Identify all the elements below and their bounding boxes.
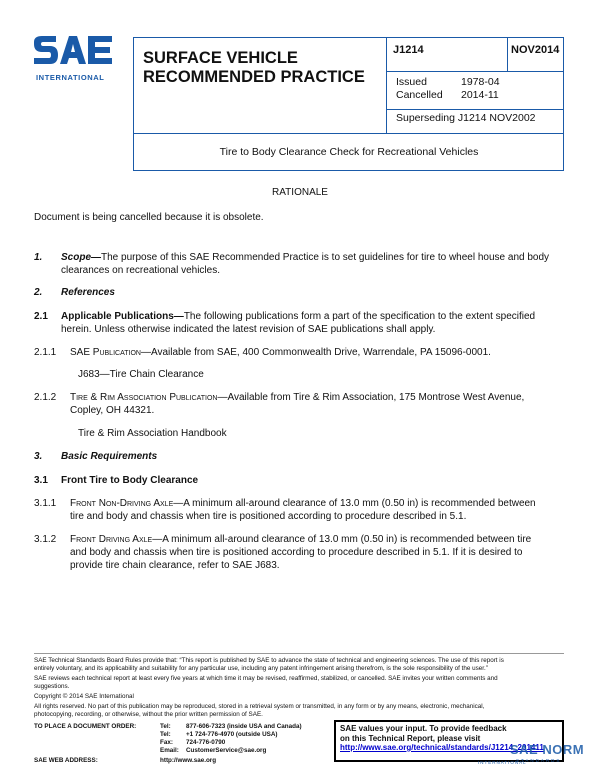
s311-num: 3.1.1 xyxy=(34,498,57,509)
order-label: TO PLACE A DOCUMENT ORDER: xyxy=(34,723,137,730)
document-title: Tire to Body Clearance Check for Recreational Vehicles xyxy=(219,146,479,158)
web-label: SAE WEB ADDRESS: xyxy=(34,757,98,764)
s1-line-a: Scope—The purpose of this SAE Recommended Practice is to set guidelines for tire to wheel house and body xyxy=(61,252,550,263)
s211-line: SAE Publication—Available from SAE, 400 Commonwealth Drive, Warrendale, PA 15096-0001. xyxy=(70,347,491,358)
superseding: Superseding J1214 NOV2002 xyxy=(396,112,536,124)
feedback-line-b: on this Technical Report, please visit xyxy=(340,733,481,743)
s312-line-a: Front Driving Axle—A minimum all-around clearance of 13.0 mm (0.50 in) is recommended between tire xyxy=(70,534,532,545)
s3-head: Basic Requirements xyxy=(61,451,158,462)
s31-num: 3.1 xyxy=(34,475,48,486)
rationale-heading: RATIONALE xyxy=(272,187,328,198)
s212-line-b: Copley, OH 44321. xyxy=(70,405,155,416)
cancelled-label: Cancelled xyxy=(396,89,443,101)
s3-num: 3. xyxy=(34,451,43,462)
s21-num: 2.1 xyxy=(34,311,48,322)
s2-head: References xyxy=(61,287,115,298)
feedback-line-a: SAE values your input. To provide feedback xyxy=(340,724,507,733)
sae-norm-watermark: SAE NORM xyxy=(510,742,585,757)
s1-line-b: clearances on recreational vehicles. xyxy=(61,265,220,276)
footer-p3b: photocopying, recording, or otherwise, without the prior written permission of SAE. xyxy=(34,711,263,718)
document-type: SURFACE VEHICLE RECOMMENDED PRACTICE xyxy=(143,49,365,86)
s21-line-b: herein. Unless otherwise indicated the latest revision of SAE publications shall apply. xyxy=(61,324,436,335)
s1-num: 1. xyxy=(34,252,43,263)
feedback-link[interactable]: http://www.sae.org/technical/standards/J1214_201411 xyxy=(340,743,544,752)
s212-line-a: Tire & Rim Association Publication—Available from Tire & Rim Association, 175 Montrose West Avenue, xyxy=(70,392,525,403)
rationale-text: Document is being cancelled because it is obsolete. xyxy=(34,212,264,223)
footer-p2b: suggestions. xyxy=(34,683,70,690)
sae-norm-subtext: STANDARDS xyxy=(516,758,562,763)
footer-p2a: SAE reviews each technical report at least every five years at which time it may be revised, reaffirmed, stabilized, or cancelled. SAE invites your written comments and xyxy=(34,675,498,682)
s312-num: 3.1.2 xyxy=(34,534,57,545)
email-value[interactable]: CustomerService@sae.org xyxy=(186,747,267,754)
s212-num: 2.1.2 xyxy=(34,392,57,403)
s212-item: Tire & Rim Association Handbook xyxy=(78,428,227,439)
issued-value: 1978-04 xyxy=(461,76,500,88)
fax-value: 724-776-0790 xyxy=(186,739,226,746)
tel2-value[interactable]: +1 724-776-4970 (outside USA) xyxy=(186,731,278,738)
email-label: Email: xyxy=(160,747,179,754)
s211-num: 2.1.1 xyxy=(34,347,57,358)
s31-head: Front Tire to Body Clearance xyxy=(61,475,199,486)
document-date: NOV2014 xyxy=(511,44,560,56)
footer-p1b: entirely voluntary, and its applicability and suitability for any particular use, including any patent infringement arising therefrom, is the sole responsibility of the user.” xyxy=(34,665,488,672)
footer-p3a: All rights reserved. No part of this publication may be reproduced, stored in a retrieval system or transmitted, in any form or by any means, electronic, mechanical, xyxy=(34,703,485,710)
intl-watermark: INTERNATIONAL xyxy=(478,760,527,765)
s312-line-b: and body and chassis when tire is positioned according to procedure described in 5.1. If it is desired to xyxy=(70,547,523,558)
fax-label: Fax: xyxy=(160,739,173,746)
tel-label: Tel: xyxy=(160,723,171,730)
s311-line-b: tire and body and chassis when tire is positioned according to procedure described in 5.1. xyxy=(70,511,467,522)
footer-divider xyxy=(34,653,564,654)
issued-label: Issued xyxy=(396,76,427,88)
s211-item: J683—Tire Chain Clearance xyxy=(78,369,204,380)
s311-line-a: Front Non-Driving Axle—A minimum all-around clearance of 13.0 mm (0.50 in) is recommended between xyxy=(70,498,536,509)
s21-line-a: Applicable Publications—The following publications form a part of the specification to the extent specified xyxy=(61,311,536,322)
s2-num: 2. xyxy=(34,287,43,298)
tel2-label: Tel: xyxy=(160,731,171,738)
tel-value[interactable]: 877-606-7323 (inside USA and Canada) xyxy=(186,723,302,730)
footer-copyright: Copyright © 2014 SAE International xyxy=(34,693,134,700)
cancelled-value: 2014-11 xyxy=(461,89,499,101)
footer-p1a: SAE Technical Standards Board Rules provide that: “This report is published by SAE to advance the state of technical and engineering sciences. The use of this report is xyxy=(34,657,504,664)
logo-text: INTERNATIONAL xyxy=(36,73,105,82)
document-number: J1214 xyxy=(393,44,424,56)
web-value[interactable]: http://www.sae.org xyxy=(160,757,217,764)
s312-line-c: provide tire chain clearance, refer to SAE J683. xyxy=(70,560,280,571)
